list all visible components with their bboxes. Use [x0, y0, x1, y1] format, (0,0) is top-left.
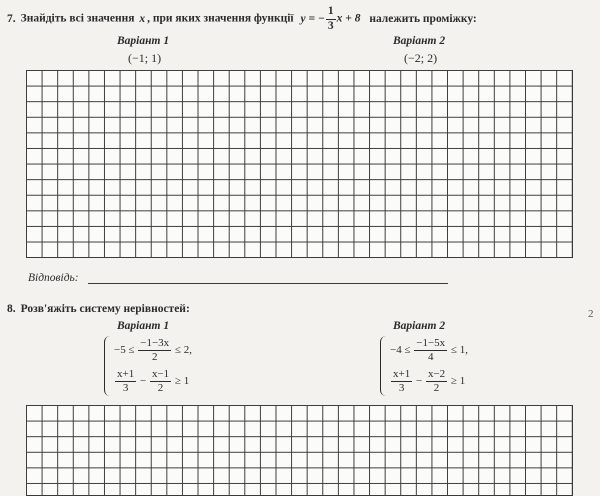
problem-7-text-middle: , при яких значення функції [147, 12, 294, 25]
row-2-operator: − [415, 375, 423, 388]
problem-8-variant-2-label: Варіант 2 [393, 320, 446, 332]
problem-7-function-rhs: x + 8 [336, 12, 361, 25]
system-brace [380, 336, 387, 396]
row-1-numerator: −1−3x [140, 337, 170, 349]
row-1-lhs: −5 ≤ [114, 344, 135, 357]
problem-7-variable: x [139, 12, 146, 25]
row-1-rhs: ≤ 1, [450, 344, 468, 357]
margin-mark: 2 [588, 308, 594, 320]
row-1-fraction [138, 338, 171, 363]
problem-8-heading [7, 303, 190, 315]
row-2-denominator-1: 3 [122, 382, 129, 394]
row-1-rhs: ≤ 2, [174, 344, 192, 357]
row-1-fraction [414, 338, 447, 363]
row-2-numerator-1: x+1 [393, 368, 411, 380]
problem-7-text-before: Знайдіть всі значення [20, 12, 135, 25]
problem-8-variant-1-label: Варіант 1 [117, 320, 170, 332]
system-row-1 [114, 338, 192, 363]
problem-7-answer-grid[interactable] [26, 70, 573, 258]
system-row-2 [390, 369, 465, 394]
problem-7-text-after: належить проміжку: [369, 12, 477, 25]
system-row-2 [114, 369, 189, 394]
row-2-numerator-1: x+1 [117, 368, 135, 380]
problem-8-number: 8. [7, 303, 16, 315]
problem-8-variant-1-system [104, 336, 254, 398]
problem-7-number: 7. [7, 12, 16, 25]
row-2-rhs: ≥ 1 [450, 375, 466, 388]
problem-7-function-lhs: y = − [300, 12, 325, 25]
row-1-numerator: −1−5x [416, 337, 446, 349]
problem-7-fraction-denominator: 3 [327, 19, 334, 32]
row-2-denominator-2: 2 [157, 382, 164, 394]
problem-7-variant-2-label: Варіант 2 [393, 35, 446, 47]
problem-7-fraction [326, 6, 336, 32]
problem-7-variant-1-interval: (−1; 1) [128, 51, 162, 65]
row-2-fraction-1 [115, 369, 136, 394]
row-2-fraction-2 [150, 369, 171, 394]
problem-7-variant-1-label: Варіант 1 [117, 35, 170, 47]
row-2-numerator-2: x−1 [151, 368, 170, 380]
system-row-1 [390, 338, 468, 363]
row-2-numerator-2: x−2 [427, 368, 446, 380]
problem-7-answer-label: Відповідь: [28, 272, 79, 284]
problem-8-variant-2-system [380, 336, 530, 398]
problem-7-heading [7, 6, 477, 32]
row-2-fraction-1 [391, 369, 412, 394]
problem-8-text: Розв'яжіть систему нерівностей: [20, 303, 190, 315]
problem-7-fraction-numerator: 1 [326, 6, 336, 20]
problem-8-answer-grid[interactable] [26, 405, 573, 496]
problem-7-answer-line[interactable] [88, 283, 448, 284]
row-2-operator: − [139, 375, 147, 388]
row-2-rhs: ≥ 1 [174, 375, 190, 388]
row-1-lhs: −4 ≤ [390, 344, 411, 357]
problem-7-variant-2-interval: (−2; 2) [404, 51, 438, 65]
row-1-denominator: 2 [151, 351, 158, 363]
row-1-denominator: 4 [427, 351, 434, 363]
row-2-denominator-2: 2 [433, 382, 440, 394]
row-2-fraction-2 [426, 369, 447, 394]
system-brace [104, 336, 111, 396]
row-2-denominator-1: 3 [398, 382, 405, 394]
